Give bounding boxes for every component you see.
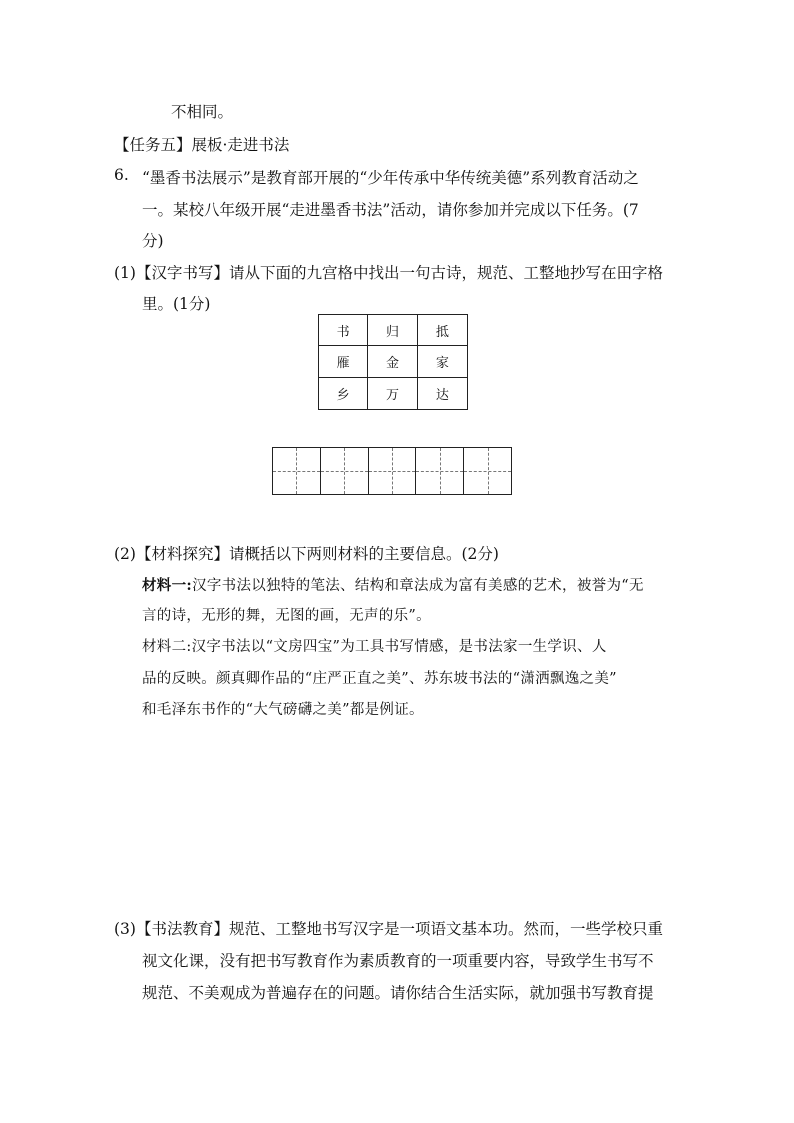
grid-cell: 乡 [319,378,368,409]
material-1-line [142,574,644,595]
task-heading: 【任务五】展板·走进书法 [114,136,290,154]
material-1-label: 材料一: [142,577,193,594]
question-number: 6. [114,166,129,184]
material-1-text: 汉字书法以独特的笔法、结构和章法成为富有美感的艺术，被誉为“无 [192,578,644,594]
tianzige-box[interactable] [321,448,369,494]
tianzige-box[interactable] [369,448,417,494]
question-text-line: “墨香书法展示”是教育部开展的“少年传承中华传统美德”系列教育活动之 [142,169,639,187]
question-text-line: 分) [142,232,164,250]
tianzige-box[interactable] [273,448,321,494]
tianzige-box[interactable] [416,448,464,494]
grid-cell: 家 [418,346,467,377]
grid-cell: 达 [435,387,449,403]
subquestion-3-line: 规范、不美观成为普遍存在的问题。请你结合生活实际，就加强书写教育提 [142,984,654,1002]
material-2-label: 材料二: [142,639,192,655]
material-2-text: 汉字书法以“文房四宝”为工具书写情感，是书法家一生学识、人 [191,639,607,655]
subquestion-3-line: (3)【书法教育】规范、工整地书写汉字是一项语文基本功。然而，一些学校只重 [114,920,663,938]
grid-cell: 雁 [319,346,368,377]
continued-text: 不相同。 [171,103,234,121]
material-2-line: 和毛泽东书作的“大气磅礴之美”都是例证。 [142,702,424,718]
tianzige-box[interactable] [464,448,511,494]
material-2-line: 品的反映。颜真卿作品的“庄严正直之美”、苏东坡书法的“潇洒飘逸之美” [142,671,617,687]
subquestion-3-line: 视文化课，没有把书写教育作为素质教育的一项重要内容，导致学生书写不 [142,952,654,970]
material-2-line [142,635,607,656]
grid-cell: 书 [319,315,368,346]
nine-square-grid [318,314,468,410]
question-text-line: 一。某校八年级开展“走进墨香书法”活动，请你参加并完成以下任务。(7 [142,201,639,219]
material-1-line: 言的诗，无形的舞，无图的画，无声的乐”。 [142,608,431,624]
grid-cell: 抵 [418,315,467,346]
subquestion-2-line: (2)【材料探究】请概括以下两则材料的主要信息。(2分) [114,545,499,563]
subquestion-1-line: 里。(1分) [142,295,211,313]
subquestion-1-line: (1)【汉字书写】请从下面的九宫格中找出一句古诗，规范、工整地抄写在田字格 [114,264,663,282]
grid-cell: 万 [368,378,417,409]
grid-cell: 金 [368,346,417,377]
tianzige-writing-grid[interactable] [272,447,512,495]
grid-cell: 归 [368,315,417,346]
